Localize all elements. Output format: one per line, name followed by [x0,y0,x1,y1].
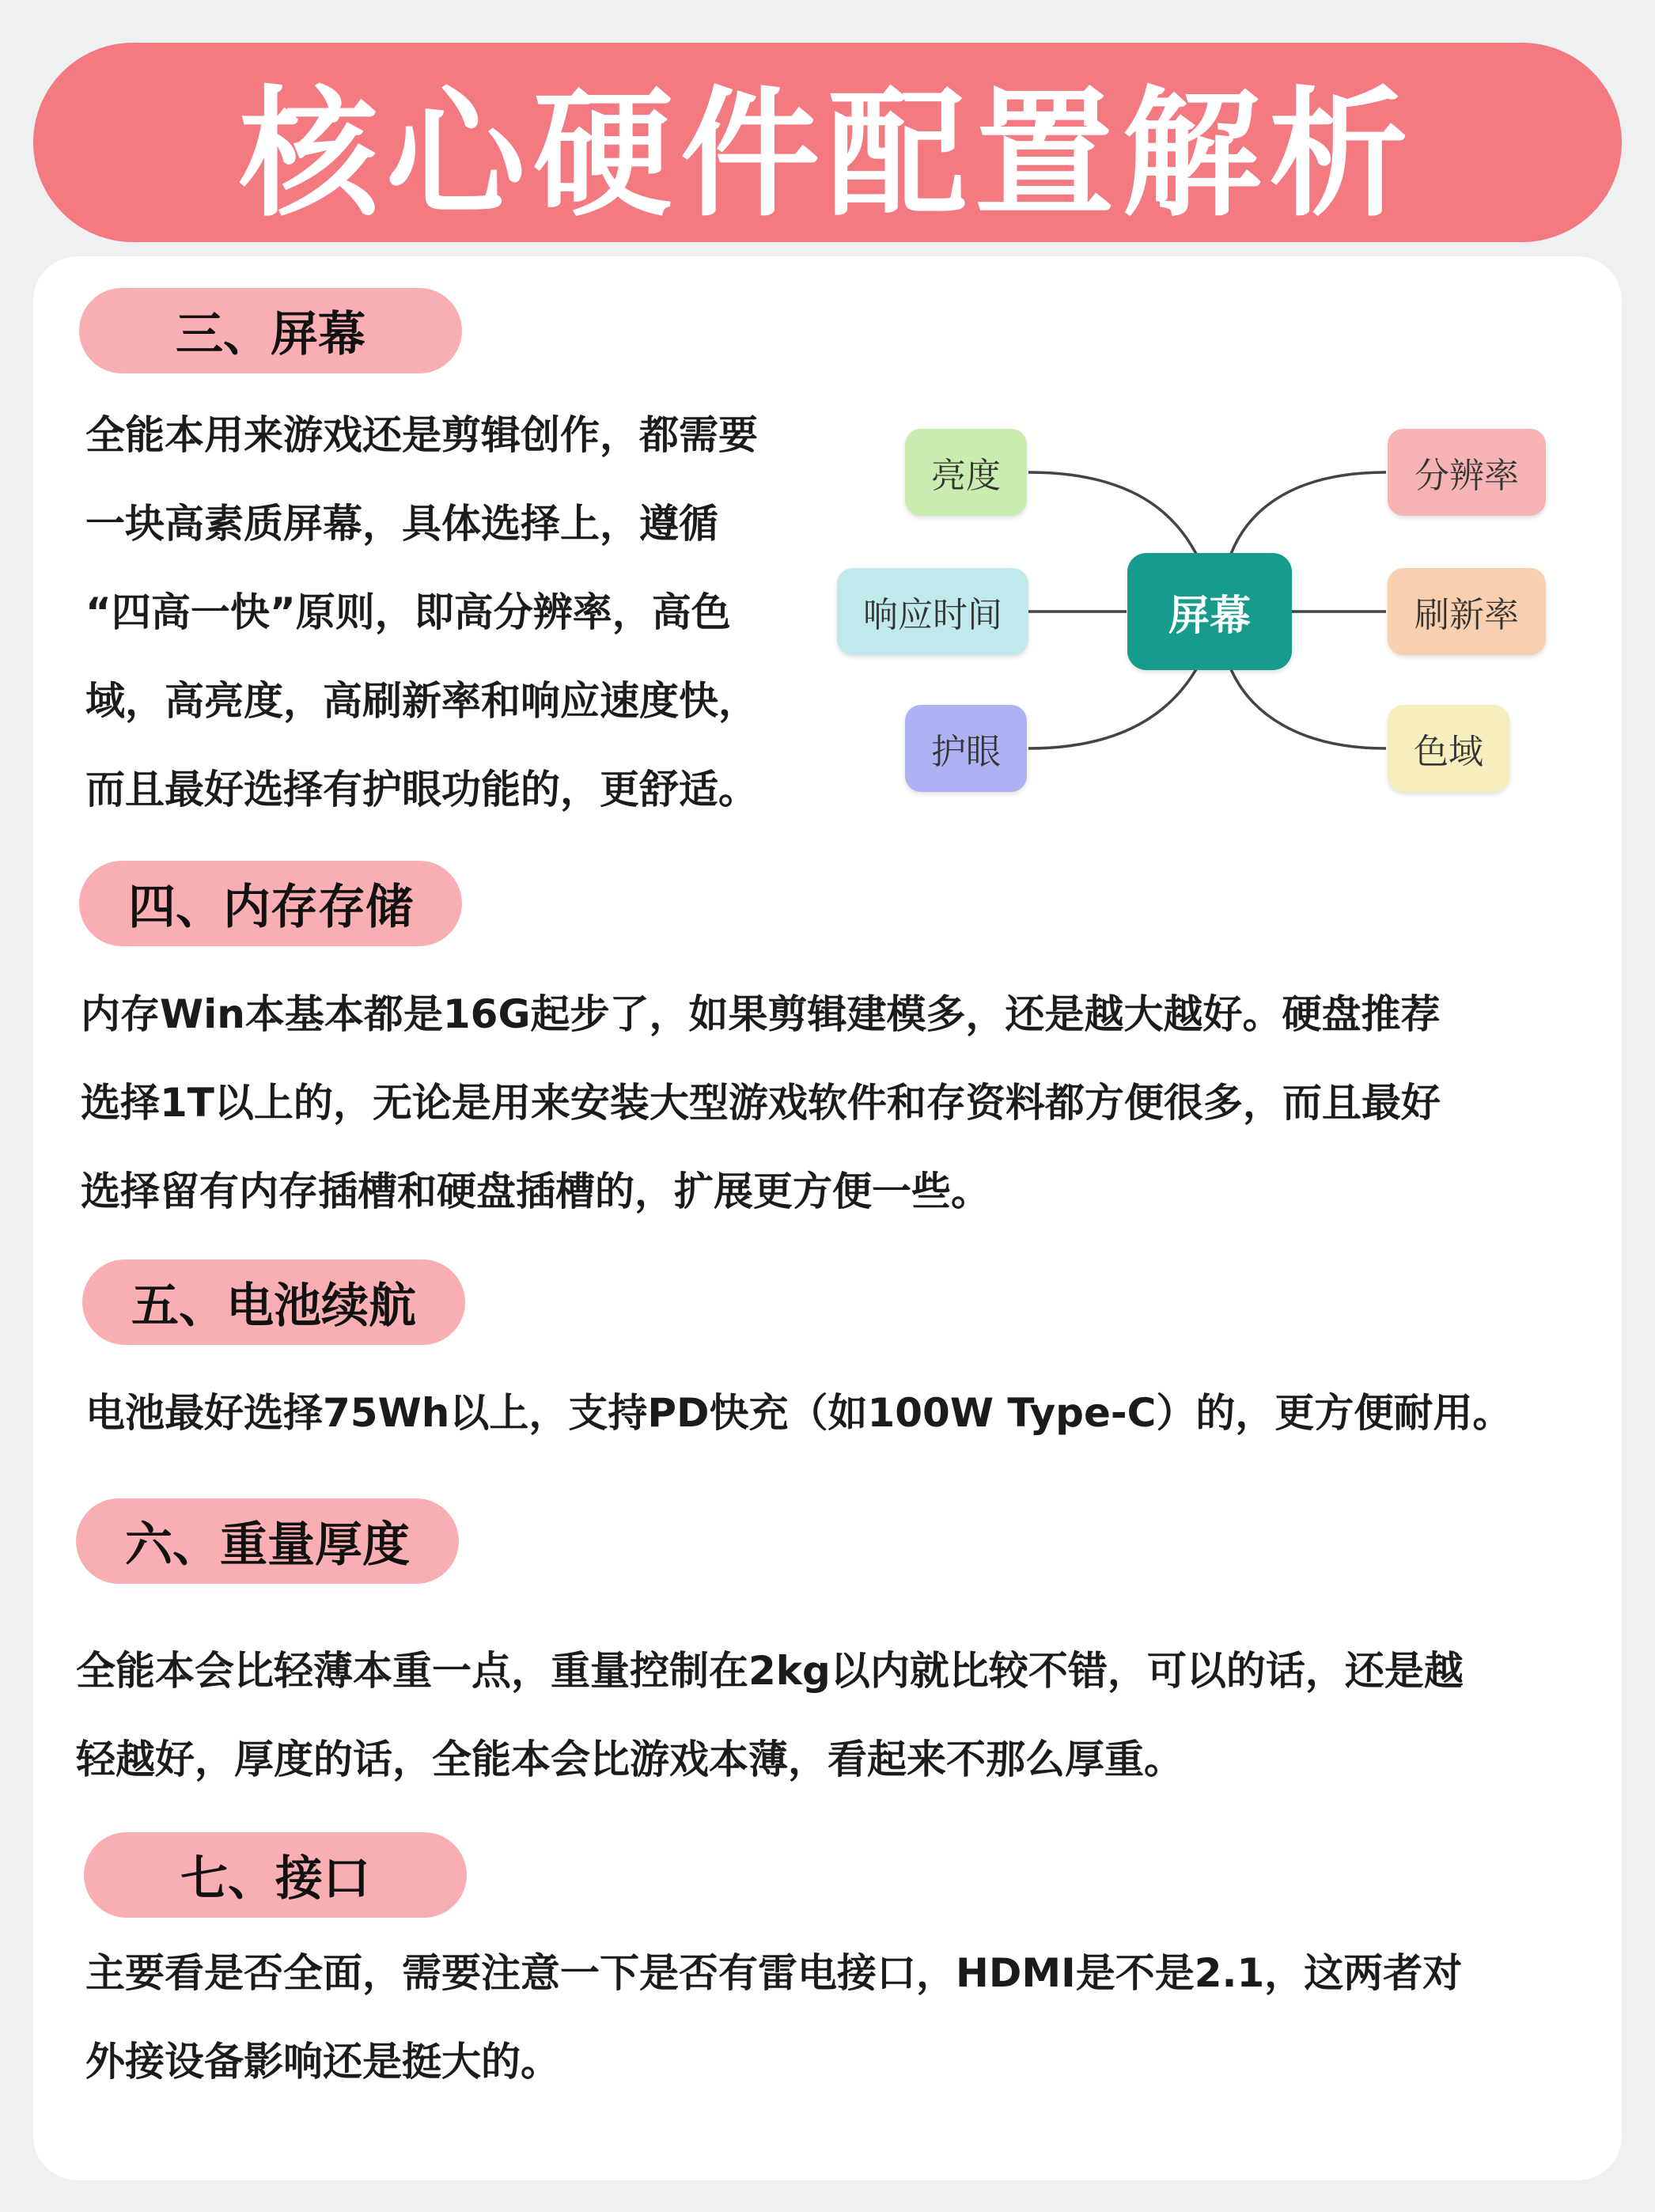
mindmap-center-node: 屏幕 [1127,553,1292,670]
section-heading-battery: 五、电池续航 [82,1259,465,1345]
text-line: 电池最好选择75Wh以上，支持PD快充（如100W Type-C）的，更方便耐用。 [85,1390,1513,1436]
mindmap-node-refresh-rate: 刷新率 [1388,568,1546,655]
text-line: 全能本会比轻薄本重一点，重量控制在2kg以内就比较不错，可以的话，还是越 [76,1648,1464,1694]
title-banner [33,43,1622,242]
text-line: 域，高亮度，高刷新率和响应速度快， [85,678,758,724]
connector-eyecare [1028,669,1196,748]
section-heading-ports: 七、接口 [84,1832,467,1918]
section-heading-memory: 四、内存存储 [79,861,462,946]
mindmap-node-response-time: 响应时间 [837,568,1028,655]
section-heading-screen: 三、屏幕 [79,288,462,373]
mindmap-node-color-gamut: 色域 [1388,705,1509,792]
text-line: 内存Win本基本都是16G起步了，如果剪辑建模多，还是越大越好。硬盘推荐 [81,991,1441,1037]
section-heading-weight: 六、重量厚度 [76,1498,459,1584]
text-line: 外接设备影响还是挺大的。 [85,2039,560,2085]
mindmap-node-eye-care: 护眼 [905,705,1027,792]
section-text-ports [85,1929,1462,2106]
mindmap-node-resolution: 分辨率 [1388,429,1546,516]
section-text-screen [85,391,758,834]
section-text-battery [85,1369,1512,1457]
text-line: 轻越好，厚度的话，全能本会比游戏本薄，看起来不那么厚重。 [76,1737,1183,1782]
screen-mindmap [791,396,1582,839]
text-line: 而且最好选择有护眼功能的，更舒适。 [85,767,758,812]
text-line: “四高一快”原则，即高分辨率，高色 [85,589,731,635]
connector-resolution [1231,472,1386,554]
text-line: 选择留有内存插槽和硬盘插槽的，扩展更方便一些。 [81,1168,990,1214]
connector-gamut [1231,669,1386,748]
page-title: 核心硬件配置解析 [238,73,1416,236]
text-line: 主要看是否全面，需要注意一下是否有雷电接口，HDMI是不是2.1，这两者对 [85,1950,1463,1996]
connector-brightness [1028,472,1196,554]
section-text-weight [76,1627,1464,1804]
text-line: 一块高素质屏幕，具体选择上，遵循 [85,501,718,547]
section-text-memory [81,970,1441,1236]
text-line: 全能本用来游戏还是剪辑创作，都需要 [85,412,758,458]
text-line: 选择1T以上的，无论是用来安装大型游戏软件和存资料都方便很多，而且最好 [81,1080,1441,1126]
mindmap-node-brightness: 亮度 [905,429,1027,516]
